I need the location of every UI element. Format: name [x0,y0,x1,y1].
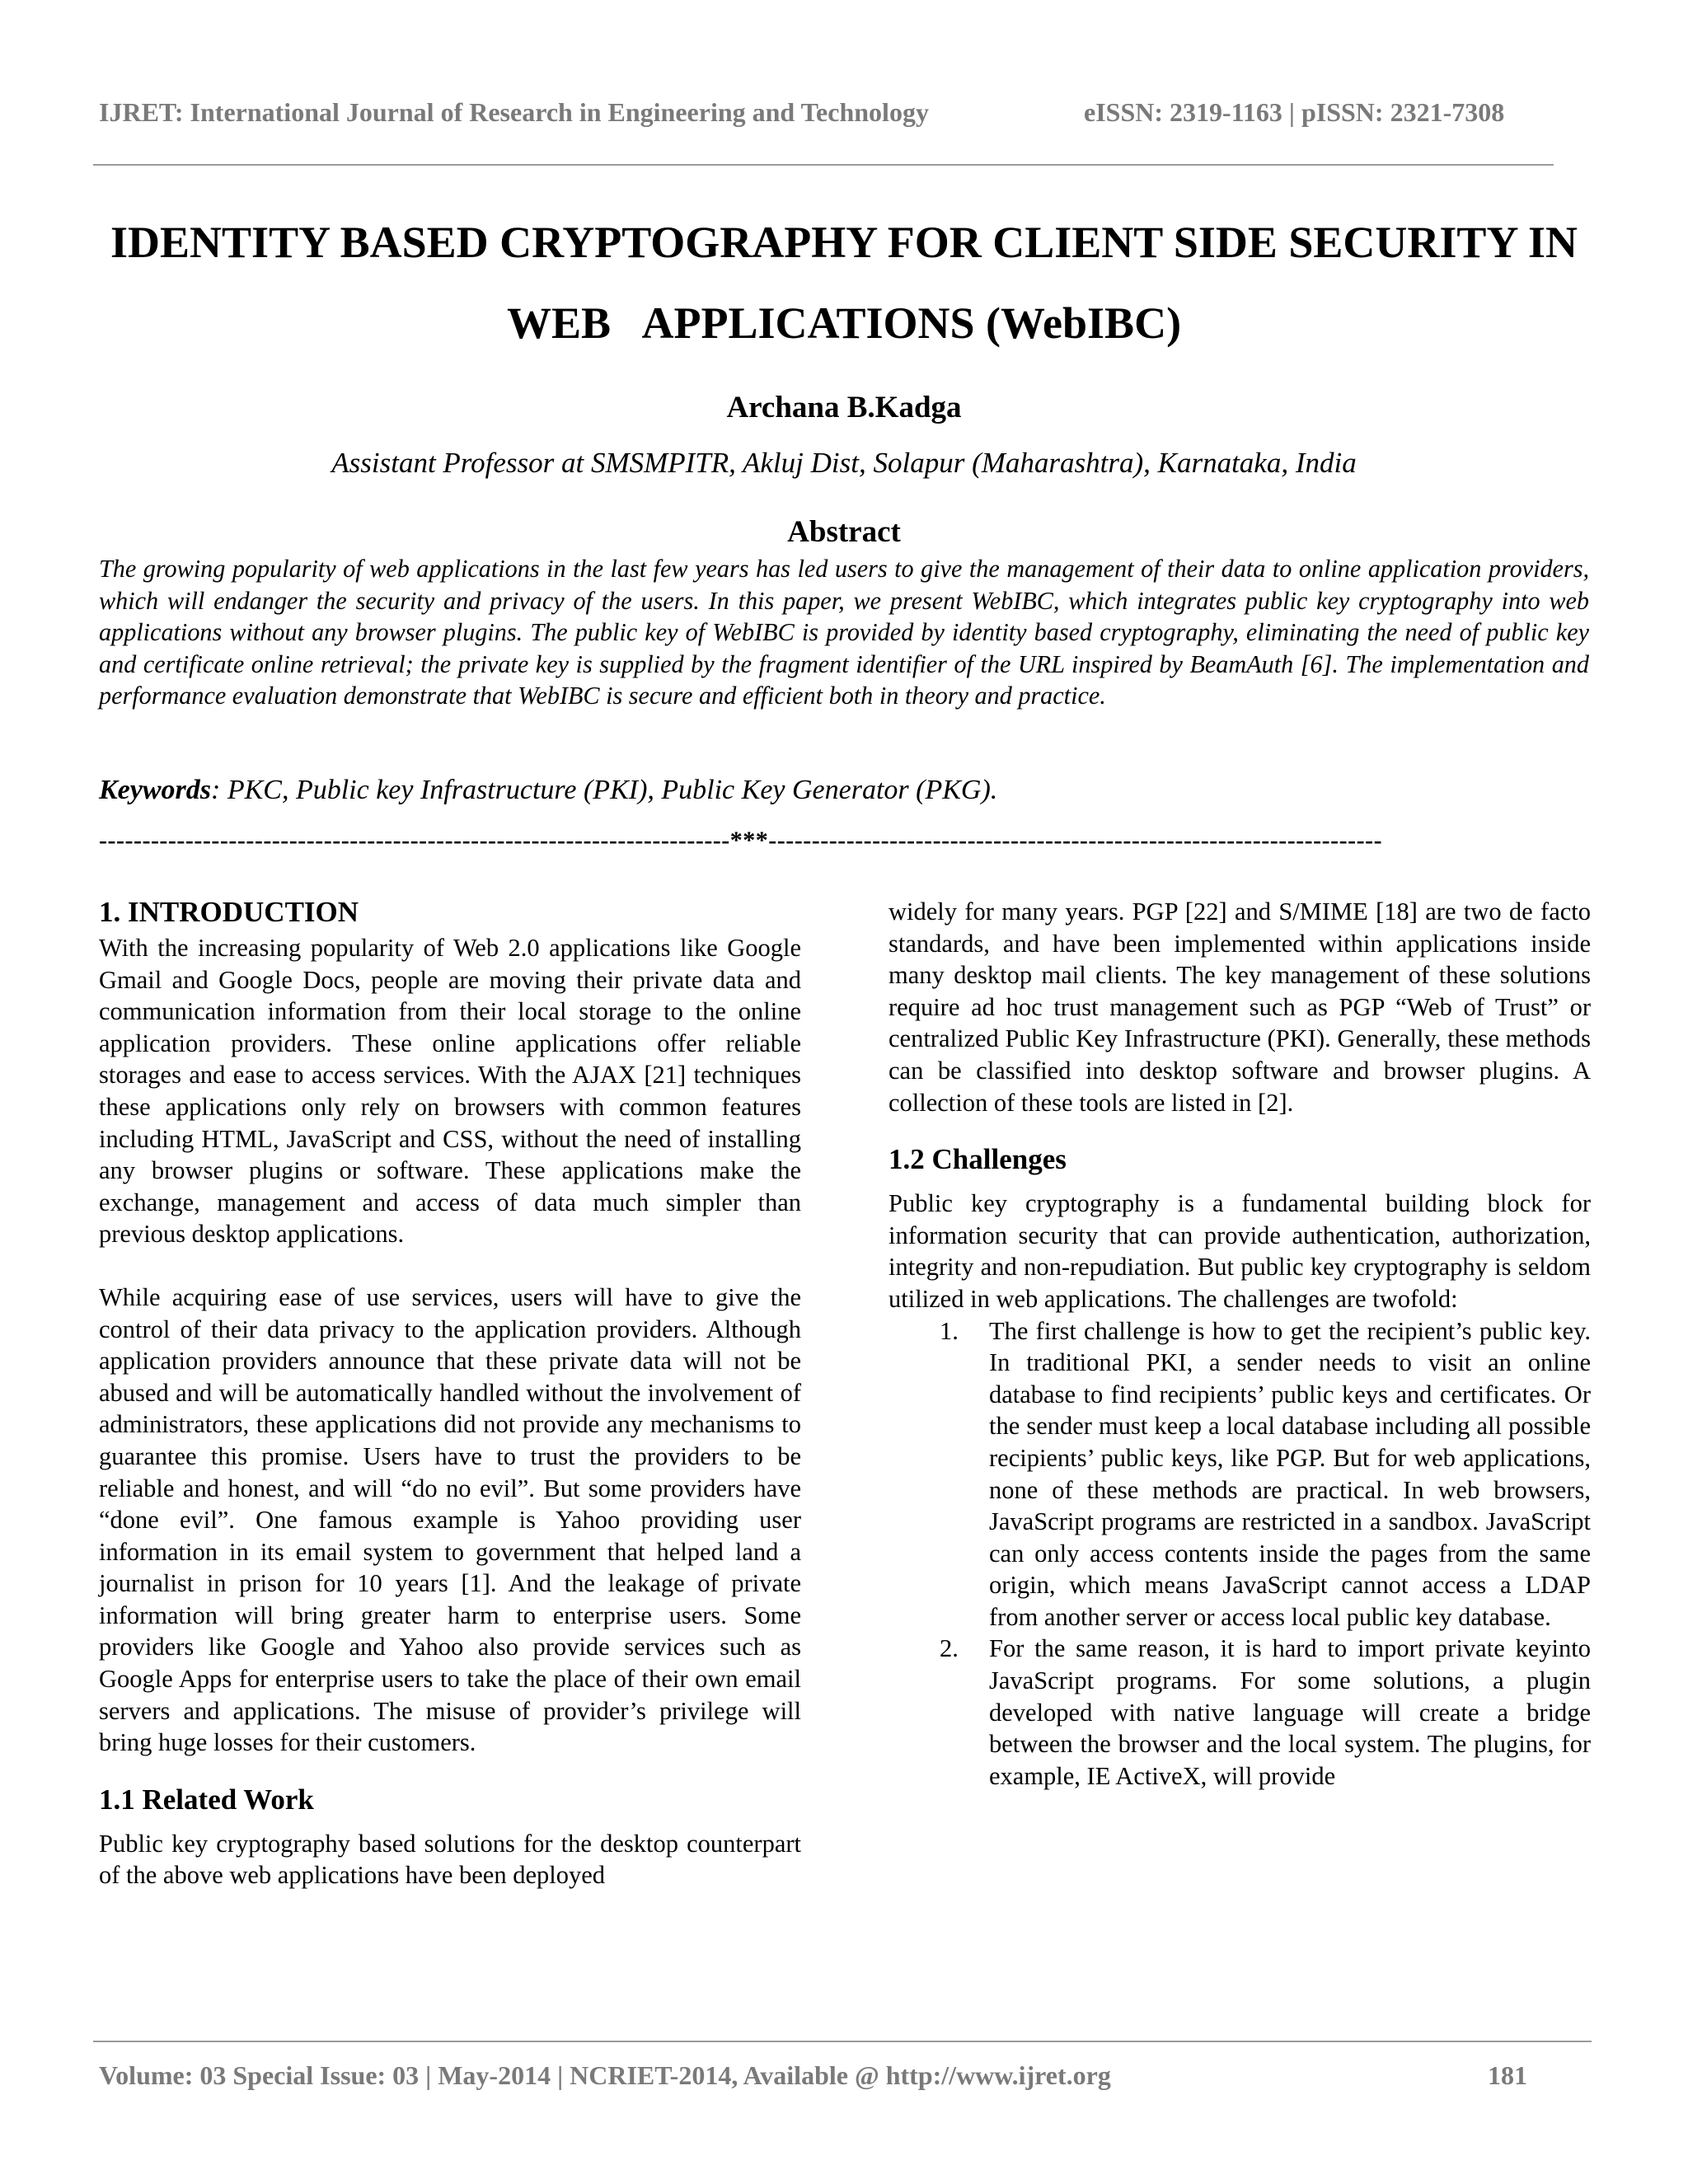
paper-title [82,202,1606,363]
paragraph: widely for many years. PGP [22] and S/MIME [18] are two de facto standards, and have been implemented within applications inside many desktop mail clients. The key management of these solutions require ad hoc trust management such as PGP “Web of Trust” or centralized Public Key Infrastructure (PKI). Generally, these methods can be classified into desktop software and browser plugins. A collection of these tools are listed in [2]. [889,898,1591,1117]
journal-name: IJRET: International Journal of Research in Engineering and Technology [99,97,929,127]
section-separator: -------------------------------------------------------------------------***----------------------------------------------------------------------- [99,827,1383,854]
title-line-1: IDENTITY BASED CRYPTOGRAPHY FOR CLIENT SIDE SECURITY IN [110,218,1578,267]
left-column [99,894,801,1891]
list-item-text: The first challenge is how to get the recipient’s public key. In traditional PKI, a sender needs to visit an online database to find recipients’ public keys and certificates. Or the sender must keep a local database including all possible recipients’ public keys, like PGP. But for web applications, none of these methods are practical. In web browsers, JavaScript programs are restricted in a sandbox. JavaScript can only access contents inside the pages from the same origin, which means JavaScript cannot access a LDAP from another server or access local public key database. [989,1316,1591,1631]
author-name: Archana B.Kadga [726,391,962,424]
header-divider [93,164,1554,166]
paragraph: Public key cryptography is a fundamental building block for information security that can provide authentication, authorization, integrity and non-repudiation. But public key cryptography is seldom utilized in web applications. The challenges are twofold: [889,1189,1591,1313]
section-heading-related-work: 1.1 Related Work [99,1783,314,1816]
keywords [99,775,1589,806]
footer-divider [93,2041,1592,2042]
keywords-list: : PKC, Public key Infrastructure (PKI), Public Key Generator (PKG). [211,775,998,805]
issn-info: eISSN: 2319-1163 | pISSN: 2321-7308 [1084,97,1505,127]
list-item-text: For the same reason, it is hard to import private keyinto JavaScript programs. For some solutions, a plugin developed with native language will create a bridge between the browser and the local system. The plugins, for example, IE ActiveX, will provide [989,1634,1591,1790]
abstract-heading: Abstract [787,515,901,549]
author-affiliation: Assistant Professor at SMSMPITR, Akluj Dist, Solapur (Maharashtra), Karnataka, India [331,447,1357,479]
list-number: 2. [940,1634,959,1663]
list-item [889,1315,1591,1633]
keywords-label: Keywords [99,775,211,805]
title-line-2: WEB APPLICATIONS (WebIBC) [506,298,1182,348]
list-number: 1. [940,1316,959,1345]
section-heading-challenges: 1.2 Challenges [889,1143,1067,1176]
abstract-body: The growing popularity of web applications in the last few years has led users to give the management of their data to online application providers, which will endanger the security and privacy of the users. In this paper, we present WebIBC, which integrates public key cryptography into web applications without any browser plugins. The public key of WebIBC is provided by identity based cryptography, eliminating the need of public key and certificate online retrieval; the private key is supplied by the fragment identifier of the URL inspired by BeamAuth [6]. The implementation and performance evaluation demonstrate that WebIBC is secure and efficient both in theory and practice. [99,555,1589,710]
paragraph: With the increasing popularity of Web 2.0 applications like Google Gmail and Google Docs, people are moving their private data and communication information from their local storage to the online application providers. These online applications offer reliable storages and ease to access services. With the AJAX [21] techniques these applications only rely on browsers with common features including HTML, JavaScript and CSS, without the need of installing any browser plugins or software. These applications make the exchange, management and access of data much simpler than previous desktop applications. [99,934,801,1249]
section-heading-introduction: 1. INTRODUCTION [99,896,359,928]
volume-info: Volume: 03 Special Issue: 03 | May-2014 | NCRIET-2014, Available @ http://www.ijret.org [99,2060,1111,2090]
right-column [889,896,1591,1792]
list-item [889,1633,1591,1792]
paragraph: Public key cryptography based solutions for the desktop counterpart of the above web applications have been deployed [99,1829,801,1890]
challenges-list [889,1315,1591,1793]
paragraph: While acquiring ease of use services, users will have to give the control of their data privacy to the application providers. Although application providers announce that these private data will not be abused and will be automatically handled without the involvement of administrators, these applications did not provide any mechanisms to guarantee this promise. Users have to trust the providers to be reliable and honest, and will “do no evil”. But some providers have “done evil”. One famous example is Yahoo providing user information in its email system to government that helped land a journalist in prison for 10 years [1]. And the leakage of private information will bring greater harm to enterprise users. Some providers like Google and Yahoo also provide services such as Google Apps for enterprise users to take the place of their own email servers and applications. The misuse of provider’s privilege will bring huge losses for their customers. [99,1282,801,1757]
page-number: 181 [1488,2060,1527,2090]
